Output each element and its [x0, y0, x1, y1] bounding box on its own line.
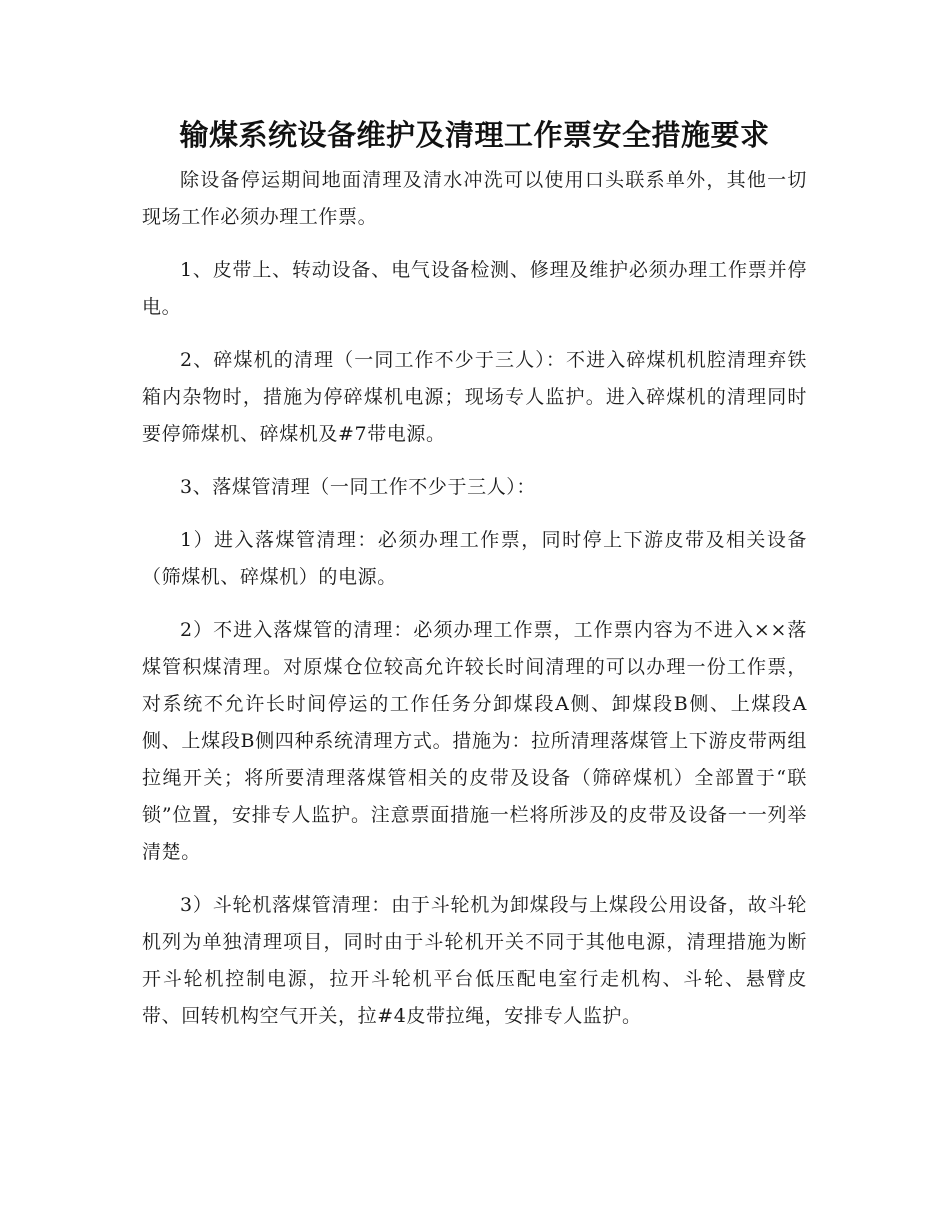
clause-3-3-paragraph: 3）斗轮机落煤管清理：由于斗轮机为卸煤段与上煤段公用设备，故斗轮机列为单独清理项目，同时由于斗轮机开关不同于其他电源，清理措施为断开斗轮机控制电源，拉开斗轮机平台低压配电室行走机构、斗轮、悬臂皮带、回转机构空气开关，拉#4皮带拉绳，安排专人监护。 [142, 894, 807, 1027]
clause-1-paragraph: 1、皮带上、转动设备、电气设备检测、修理及维护必须办理工作票并停电。 [142, 259, 807, 318]
clause-2-paragraph: 2、碎煤机的清理（一同工作不少于三人）：不进入碎煤机机腔清理弃铁箱内杂物时，措施为停碎煤机电源；现场专人监护。进入碎煤机的清理同时要停筛煤机、碎煤机及#7带电源。 [142, 349, 807, 445]
document-title: 输煤系统设备维护及清理工作票安全措施要求 [179, 118, 770, 152]
clause-3-heading: 3、落煤管清理（一同工作不少于三人）： [180, 476, 536, 498]
intro-paragraph: 除设备停运期间地面清理及清水冲洗可以使用口头联系单外，其他一切现场工作必须办理工作票。 [142, 169, 807, 228]
clause-3-2-paragraph: 2）不进入落煤管的清理：必须办理工作票，工作票内容为不进入××落煤管积煤清理。对原煤仓位较高允许较长时间清理的可以办理一份工作票，对系统不允许长时间停运的工作任务分卸煤段A侧、卸煤段B侧、上煤段A侧、上煤段B侧四种系统清理方式。措施为：拉所清理落煤管上下游皮带两组拉绳开关；将所要清理落煤管相关的皮带及设备（筛碎煤机）全部置于“联锁”位置，安排专人监护。注意票面措施一栏将所涉及的皮带及设备一一列举清楚。 [142, 619, 807, 863]
clause-3-1-paragraph: 1）进入落煤管清理：必须办理工作票，同时停上下游皮带及相关设备（筛煤机、碎煤机）的电源。 [142, 529, 807, 588]
document-body [142, 108, 807, 1035]
